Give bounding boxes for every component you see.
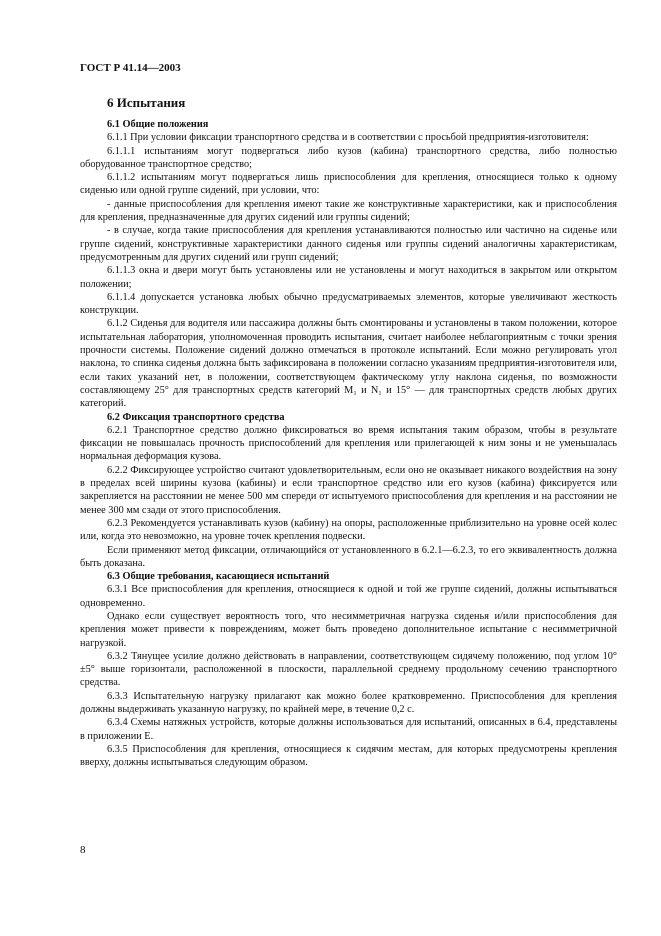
paragraph: 6.3.4 Схемы натяжных устройств, которые должны использоваться для испытаний, описанных в 6.4, представлены в приложении Е.	[80, 717, 617, 742]
subsection-heading: 6.3 Общие требования, касающиеся испытаний	[107, 571, 330, 583]
paragraph: 6.2.2 Фиксирующее устройство считают удовлетворительным, если оно не оказывает никакого воздействия на зону в пределах всей ширины кузова (кабины) и если транспортное средство или его кузов (кабина) фиксируется или закрепляется на расстоянии не менее 500 мм спереди от испытуемого приспособления для крепления и на расстоянии не менее 300 мм сзади от этого приспособления.	[80, 464, 617, 516]
paragraph: 6.1.1.3 окна и двери могут быть установлены или не установлены и могут находиться в закрытом или открытом положении;	[80, 265, 617, 290]
standard-header: ГОСТ Р 41.14—2003	[80, 62, 181, 74]
paragraph: Однако если существует вероятность того, что несимметричная нагрузка сиденья и/или приспособления для крепления может привести к повреждениям, может быть проведено дополнительное испытание с несимметричной нагрузкой.	[80, 610, 617, 649]
section-title: 6 Испытания	[107, 95, 186, 110]
paragraph: 6.2.3 Рекомендуется устанавливать кузов (кабину) на опоры, расположенные приблизительно на уровне осей колес или, когда это невозможно, на уровне точек крепления подвески.	[80, 517, 617, 543]
subsection-heading: 6.2 Фиксация транспортного средства	[107, 411, 285, 423]
paragraph: Если применяют метод фиксации, отличающийся от установленного в 6.2.1—6.2.3, то его эквивалентность должна быть доказана.	[80, 544, 617, 569]
document-body	[80, 118, 617, 770]
paragraph: 6.3.1 Все приспособления для крепления, относящиеся к одной и той же группе сидений, должны испытываться одновременно.	[80, 584, 617, 609]
paragraph: - данные приспособления для крепления имеют такие же конструктивные характеристики, как и приспособления для крепления, предназначенные для других сидений или группы сидений;	[80, 198, 617, 224]
paragraph: 6.1.1.1 испытаниям могут подвергаться либо кузов (кабина) транспортного средства, либо полностью оборудованное транспортное средство;	[80, 145, 617, 170]
paragraph: 6.2.1 Транспортное средство должно фиксироваться во время испытания таким образом, чтобы в результате фиксации не повышалась прочность приспособлений для крепления или прилегающей к ним зоны и не уменьшалась нормальная деформация кузова.	[80, 424, 617, 463]
paragraph: 6.3.3 Испытательную нагрузку прилагают как можно более кратковременно. Приспособления для крепления должны выдерживать указанную нагрузку, по крайней мере, в течение 0,2 с.	[80, 690, 617, 716]
page-number: 8	[80, 844, 86, 856]
paragraph: - в случае, когда такие приспособления для крепления устанавливаются полностью или частично на сиденье или группе сидений, конструктивные характеристики данного сиденья или группы сидений аналогичны характеристикам, предусмотренным для других сидений или групп сидений;	[80, 225, 617, 263]
subsection-heading: 6.1 Общие положения	[107, 119, 209, 130]
paragraph: 6.1.1 При условии фиксации транспортного средства и в соответствии с просьбой предприятия-изготовителя:	[107, 132, 589, 144]
paragraph: 6.1.1.4 допускается установка любых обычно предусматриваемых элементов, которые увеличивают жесткость конструкции.	[80, 291, 617, 317]
paragraph: 6.1.2 Сиденья для водителя или пассажира должны быть смонтированы и установлены в таком положении, которое испытательная лаборатория, уполномоченная проводить испытания, считает наиболее неблагоприятным с точки зрения прочности системы. Положение сидений должно отмечаться в протоколе испытаний. Если можно регулировать угол наклона, то спинка сиденья должна быть зафиксирована в положении согласно указаниям предприятия-изготовителя или, если таких указаний нет, в положении, соответствующем фактическому углу наклона сиденья, по возможности составляющему 25° для транспортных средств категорий M₁ и N₁ и 15° — для транспортных средств любых других категорий.	[80, 318, 617, 410]
paragraph: 6.1.1.2 испытаниям могут подвергаться лишь приспособления для крепления, относящиеся только к одному сиденью или одной группе сидений, при условии, что:	[80, 172, 617, 197]
paragraph: 6.3.5 Приспособления для крепления, относящиеся к сидячим местам, для которых предусмотрены крепления вверху, должны испытываться следующим образом.	[80, 743, 617, 769]
paragraph: 6.3.2 Тянущее усилие должно действовать в направлении, соответствующем сидячему положению, под углом 10°±5° выше горизонтали, расположенной в плоскости, параллельной среднему продольному сечению транспортного средства.	[80, 650, 617, 689]
